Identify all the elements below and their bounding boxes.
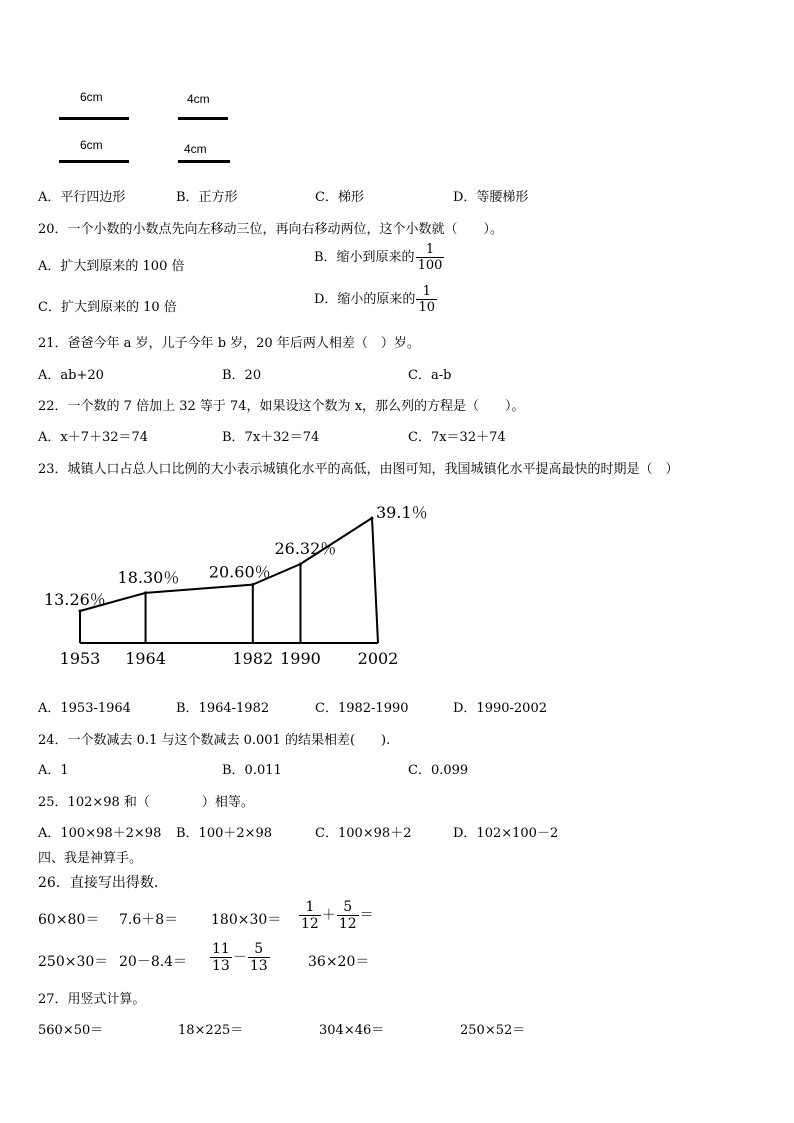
q22-option-a: A．x＋7＋32＝74	[38, 430, 149, 445]
data-label-1953: 13.26％	[44, 590, 106, 609]
fraction-numerator: 5	[254, 941, 264, 957]
fraction-numerator: 5	[343, 899, 353, 915]
q26-item-2: 7.6＋8＝	[119, 912, 179, 928]
fraction-numerator: 1	[422, 284, 431, 299]
x-tick-label-2002: 2002	[357, 649, 399, 668]
minus-operator: －	[232, 949, 247, 966]
fraction-denominator: 12	[338, 916, 357, 932]
q23-option-d: D．1990-2002	[453, 701, 547, 716]
data-label-1964: 18.30％	[117, 567, 180, 587]
q27-item-2: 18×225＝	[178, 1023, 244, 1038]
data-point-1953	[79, 610, 82, 613]
q25-option-c: C．100×98＋2	[315, 826, 412, 841]
x-tick-label-1964: 1964	[125, 649, 166, 668]
q25-stem: 25．102×98 和（ ）相等。	[38, 795, 254, 810]
data-label-1990: 26.32％	[274, 538, 337, 558]
data-label-2002: 39.1％	[376, 503, 428, 522]
data-point-1990	[299, 562, 302, 565]
q20-option-b	[314, 243, 445, 272]
q25-option-b: B．100＋2×98	[176, 826, 273, 841]
section-4-title: 四、我是神算手。	[38, 851, 143, 866]
plus-operator: ＋	[321, 907, 336, 924]
fraction-denominator: 13	[249, 958, 268, 974]
q26-item-7	[209, 942, 271, 973]
fraction	[210, 942, 232, 973]
q20-stem: 20．一个小数的小数点先向左移动三位，再向右移动两位，这个小数就（ ）。	[38, 222, 504, 237]
q20-option-b-fraction	[416, 243, 445, 272]
segment-2-bottom-line	[178, 160, 230, 163]
q26-stem: 26．直接写出得数．	[38, 875, 168, 891]
q26-item-1: 60×80＝	[38, 912, 100, 928]
q26-item-6: 20－8.4＝	[119, 954, 188, 970]
q22-option-c: C．7x＝32＋74	[408, 430, 506, 445]
fraction-numerator: 1	[305, 899, 315, 915]
q21-stem: 21．爸爸今年 a 岁，儿子今年 b 岁，20 年后两人相差（ ）岁。	[38, 336, 420, 351]
chart-marks	[44, 503, 428, 668]
q25-option-a: A．100×98＋2×98	[38, 826, 162, 841]
segment-1-top-line	[59, 117, 129, 120]
q20-option-d-text: D．缩小的原来的	[314, 292, 416, 307]
segment-1-top-label: 6cm	[80, 90, 103, 104]
segment-1-bottom-label: 6cm	[80, 138, 103, 152]
fraction-denominator: 12	[301, 916, 319, 932]
q26-item-8: 36×20＝	[308, 954, 370, 970]
q20-option-d-fraction	[416, 285, 437, 314]
q19-option-b: B．正方形	[176, 190, 238, 205]
q23-stem: 23．城镇人口占总人口比例的大小表示城镇化水平的高低，由图可知，我国城镇化水平提高最快的时期是（ ）	[38, 462, 679, 477]
q20-option-b-text: B．缩小到原来的	[314, 250, 415, 265]
fraction-denominator: 100	[417, 258, 443, 273]
segment-2-top-label: 4cm	[187, 92, 210, 106]
x-tick-label-1953: 1953	[59, 649, 101, 668]
q22-stem: 22．一个数的 7 倍加上 32 等于 74，如果设这个数为 x，那么列的方程是（ ）。	[38, 399, 525, 414]
fraction	[337, 900, 359, 931]
q19-option-d: D．等腰梯形	[453, 190, 529, 205]
q25-option-d: D．102×100－2	[453, 826, 559, 841]
q19-option-c: C．梯形	[315, 190, 364, 205]
x-tick-label-1982: 1982	[232, 649, 274, 668]
q27-item-3: 304×46＝	[319, 1023, 385, 1038]
fraction-numerator: 1	[425, 242, 435, 257]
q24-option-b: B．0.011	[222, 763, 282, 778]
q24-option-a: A．1	[38, 763, 69, 778]
q24-stem: 24．一个数减去 0.1 与这个数减去 0.001 的结果相差( ).	[38, 733, 391, 748]
segment-2-top-line	[178, 117, 228, 120]
q27-stem: 27．用竖式计算。	[38, 992, 146, 1007]
segment-2-bottom-label: 4cm	[184, 142, 207, 156]
q27-item-1: 560×50＝	[38, 1023, 104, 1038]
q23-option-b: B．1964-1982	[176, 701, 270, 716]
q20-option-d	[314, 285, 438, 314]
urbanization-chart	[0, 490, 794, 680]
q27-item-4: 250×52＝	[460, 1023, 526, 1038]
fraction-denominator: 13	[212, 958, 230, 974]
right-edge-line	[372, 518, 378, 643]
segment-1-bottom-line	[59, 160, 129, 163]
data-label-1982: 20.60％	[208, 562, 271, 582]
q21-option-a: A．ab+20	[38, 368, 104, 383]
fraction-numerator: 11	[212, 941, 230, 957]
q21-option-b: B．20	[222, 368, 262, 383]
data-point-2002	[371, 517, 374, 520]
q21-option-c: C．a-b	[408, 368, 452, 383]
q24-option-c: C．0.099	[408, 763, 469, 778]
fraction	[248, 942, 270, 973]
q20-option-c: C．扩大到原来的 10 倍	[38, 300, 177, 315]
q23-option-a: A．1953-1964	[38, 701, 131, 716]
q26-item-3: 180×30＝	[211, 912, 282, 928]
q26-item-4	[298, 900, 374, 931]
data-point-1982	[251, 583, 254, 586]
fraction	[299, 900, 321, 931]
x-tick-label-1990: 1990	[280, 649, 321, 668]
q26-item-5: 250×30＝	[38, 954, 109, 970]
fraction-denominator: 10	[418, 300, 435, 315]
q22-option-b: B．7x＋32＝74	[222, 430, 320, 445]
data-point-1964	[144, 591, 147, 594]
q23-option-c: C．1982-1990	[315, 701, 409, 716]
q20-option-a: A．扩大到原来的 100 倍	[38, 259, 185, 274]
q19-option-a: A．平行四边形	[38, 190, 126, 205]
equals-sign: ＝	[359, 907, 374, 924]
